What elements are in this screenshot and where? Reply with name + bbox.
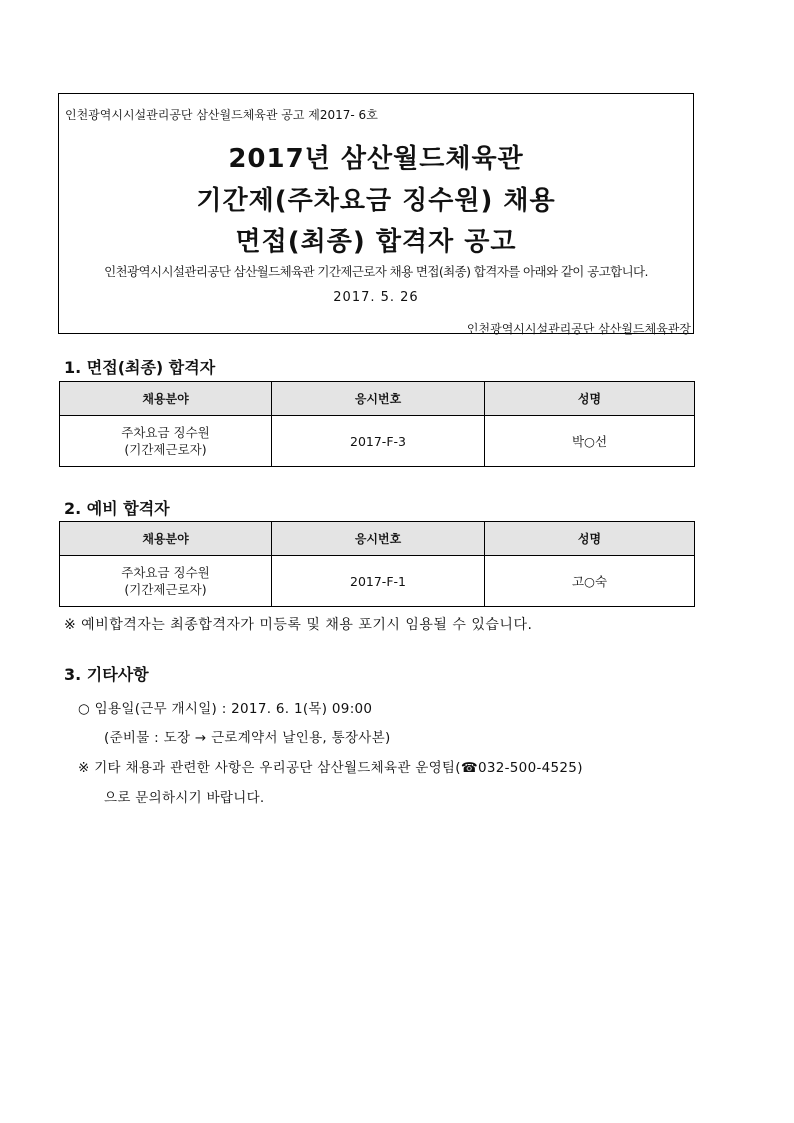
applicant-name-cell: 박○선 (485, 416, 695, 467)
column-header: 응시번호 (272, 522, 485, 556)
column-header: 성명 (485, 382, 695, 416)
job-field-cell (60, 556, 272, 607)
title-line-1: 2017년 삼산월드체육관 (228, 144, 524, 174)
issuer: 인천광역시시설관리공단 삼산월드체육관장 (466, 322, 691, 336)
job-field-line: (기간제근로자) (124, 442, 207, 457)
supplies-line: (준비물 : 도장 → 근로계약서 날인용, 통장사본) (104, 730, 391, 746)
reserve-result-table (59, 521, 695, 607)
intro-text: 인천광역시시설관리공단 삼산월드체육관 기간제근로자 채용 면접(최종) 합격자를 아래와 같이 공고합니다. (104, 264, 648, 279)
reserve-note: ※ 예비합격자는 최종합격자가 미등록 및 채용 포기시 임용될 수 있습니다. (64, 617, 533, 633)
job-field-line: 주차요금 징수원 (121, 565, 210, 580)
notice-number: 인천광역시시설관리공단 삼산월드체육관 공고 제2017- 6호 (65, 108, 378, 122)
column-header: 성명 (485, 522, 695, 556)
table-header-row (60, 382, 695, 416)
column-header: 응시번호 (272, 382, 485, 416)
job-field-line: 주차요금 징수원 (121, 425, 210, 440)
table-row (60, 416, 695, 467)
title-line-3: 면접(최종) 합격자 공고 (235, 227, 517, 257)
start-date-line: ○ 임용일(근무 개시일) : 2017. 6. 1(목) 09:00 (78, 701, 373, 717)
column-header: 채용분야 (60, 522, 272, 556)
applicant-name-cell: 고○숙 (485, 556, 695, 607)
applicant-number-cell: 2017-F-1 (272, 556, 485, 607)
contact-line: ※ 기타 채용과 관련한 사항은 우리공단 삼산월드체육관 운영팀(☎032-500-4525) (78, 760, 583, 776)
applicant-number-cell: 2017-F-3 (272, 416, 485, 467)
column-header: 채용분야 (60, 382, 272, 416)
section-2-title: 2. 예비 합격자 (64, 499, 170, 518)
notice-date: 2017. 5. 26 (333, 290, 419, 305)
final-result-table (59, 381, 695, 467)
table-header-row (60, 522, 695, 556)
table-row (60, 556, 695, 607)
contact-line-cont: 으로 문의하시기 바랍니다. (104, 790, 265, 806)
title-line-2: 기간제(주차요금 징수원) 채용 (196, 186, 556, 216)
job-field-cell (60, 416, 272, 467)
job-field-line: (기간제근로자) (124, 582, 207, 597)
notice-header-box (58, 93, 694, 334)
section-1-title: 1. 면접(최종) 합격자 (64, 358, 216, 377)
section-3-title: 3. 기타사항 (64, 665, 149, 684)
